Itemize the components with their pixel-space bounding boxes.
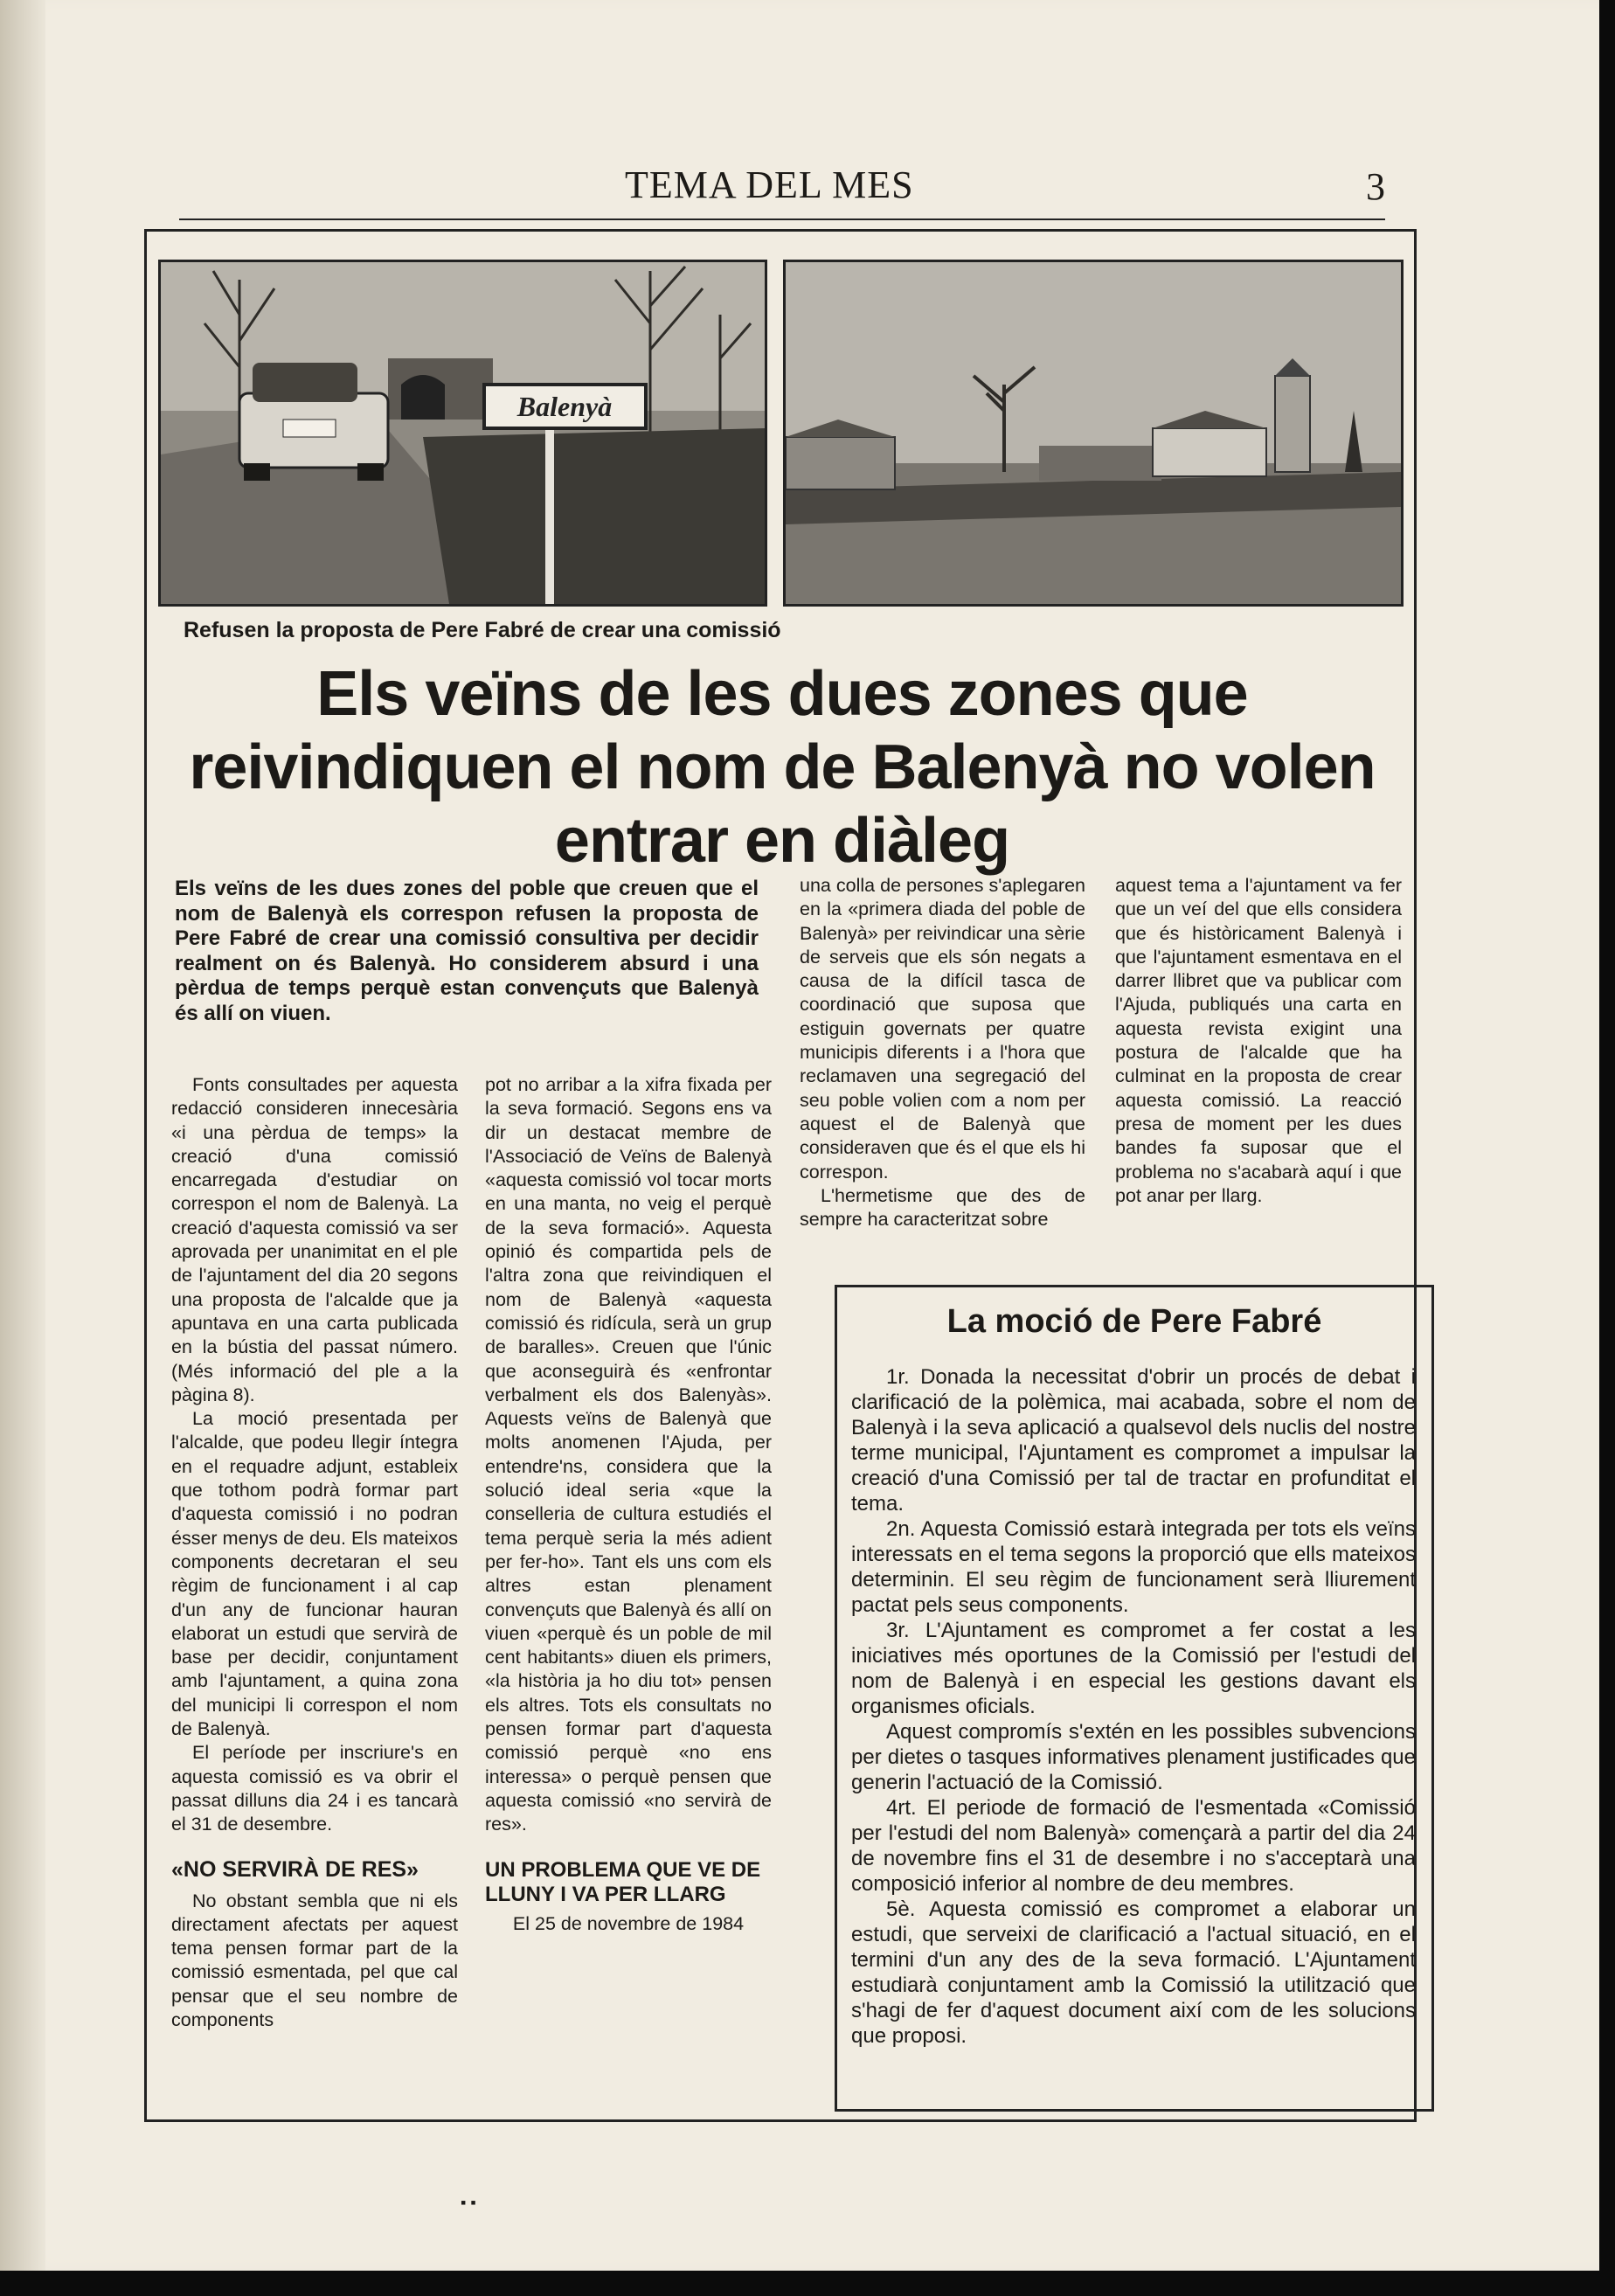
photo-village (783, 260, 1404, 607)
motion-paragraph: 1r. Donada la necessitat d'obrir un procés de debat i clarificació de la polèmica, mai acabada, sobre el nom de Balenyà i la seva aplicació a qualsevol dels nuclis del nostre terme municipal, l'Ajuntament es compromet a impulsar la creació d'una Comissió per tal de tractar en profunditat el tema. (851, 1365, 1416, 1516)
intro-block (175, 877, 759, 1026)
motion-paragraph: Aquest compromís s'extén en les possibles subvencions per dietes o tasques informatives plenament justificades que generin l'actuació de la Comissió. (851, 1720, 1416, 1794)
column-1 (171, 1073, 458, 2032)
paragraph: una colla de persones s'aplegaren en la «primera diada del poble de Balenyà» per reivindicar una sèrie de serveis que els són negats a causa de la difícil tasca de coordinació que suposa que estiguin governats per quatre municipis diferents i a l'hora que reclamaven una segregació del seu poble volien com a nom per aquest el de Balenyà que consideraven que és el que els hi correspon. (800, 875, 1085, 1183)
page-header (179, 157, 1385, 220)
paragraph: L'hermetisme que des de sempre ha caracteritzat sobre (800, 1184, 1085, 1231)
subheading: UN PROBLEMA QUE VE DE LLUNY I VA PER LLARG (485, 1857, 761, 1906)
paragraph: Fonts consultades per aquesta redacció consideren innecesària «i una pèrdua de temps» la creació d'una comissió encarregada d'estudiar on correspon el nom de Balenyà. La creació d'aquesta comissió va ser aprovada per unanimitat en el ple de l'ajuntament del dia 20 segons una proposta de l'alcalde que ja apuntava en una carta publicada en la bústia del passat número. (Més informació del ple a la pàgina 8). (171, 1074, 458, 1405)
subheading: «NO SERVIRÀ DE RES» (171, 1856, 419, 1882)
paragraph: pot no arribar a la xifra fixada per la seva formació. Segons ens va dir un destacat membre de l'Associació de Veïns de Balenyà «aquesta comissió vol tocar morts en una manta, no veig el perquè de la seva formació». Aquesta opinió és compartida pels de l'altra zona que reivindiquen el nom de Balenyà «aquesta comissió és ridícula, serà un grup de baralles». Creuen que l'únic que aconseguirà és «enfrontar verbalment els dos Balenyàs». Aquests veïns de Balenyà que molts anomenen l'Ajuda, per entendre'ns, considera que la solució ideal seria «que la conselleria de cultura estudiés el tema perquè seria la més adient per fer-ho». Tant els uns com els altres estan plenament convençuts que Balenyà és allí on viuen «perquè és un poble de mil cent habitants» diuen els primers, «la història ja ho diu tot» pensen els altres. Tots els consultats no pensen formar part d'aquesta comissió perquè «no ens interessa» o perquè pensen que aquesta comissió «no servirà de res». (485, 1074, 772, 1835)
headline-line: reivindiquen el nom de Balenyà no volen (189, 732, 1376, 802)
headline-line: Els veïns de les dues zones que (316, 659, 1248, 729)
headline-line: entrar en diàleg (554, 806, 1010, 876)
paragraph: La moció presentada per l'alcalde, que podeu llegir íntegra en el requadre adjunt, estableix que tothom podrà formar part d'aquesta comissió i no podran ésser menys de deu. Els mateixos components decretaran el seu règim de funcionament i al cap d'un any de funcionar hauran elaborat un estudi que servirà de base per decidir, conjuntament amb l'ajuntament, a quina zona del municipi li correspon el nom de Balenyà. (171, 1408, 458, 1740)
article-date: El 25 de novembre de 1984 (512, 1912, 745, 1934)
article-intro: Els veïns de les dues zones del poble que creuen que el nom de Balenyà els correspon refusen la proposta de Pere Fabré de crear una comissió consultiva per decidir realment on és Balenyà. Ho considerem absurd i una pèrdua de temps perquè estan convençuts que Balenyà és allí on viuen. (175, 877, 759, 1025)
headline (175, 657, 1390, 877)
photo-road-sign (158, 260, 767, 607)
motion-paragraph: 4rt. El periode de formació de l'esmentada «Comissió per l'estudi del nom Balenyà» començarà a partir del dia 24 de novembre fins el 31 de desembre i no s'acceptarà una composició inferior al nombre de deu membres. (851, 1796, 1416, 1896)
section-title: TEMA DEL MES (625, 163, 914, 206)
motion-box (835, 1285, 1434, 2112)
motion-title: La moció de Pere Fabré (946, 1303, 1322, 1340)
page-number: 3 (1366, 165, 1385, 208)
paragraph: No obstant sembla que ni els directament afectats per aquest tema pensen formar part de la comissió esmentada, pel que cal pensar que el seu nombre de components (171, 1890, 458, 2030)
column-3 (800, 874, 1085, 1231)
kicker: Refusen la proposta de Pere Fabré de crear una comissió (184, 618, 781, 642)
paragraph: El període per inscriure's en aquesta comissió es va obrir el passat dilluns dia 24 i es tancarà el 31 de desembre. (171, 1742, 458, 1835)
print-mark: ▪ ▪ (461, 2194, 476, 2211)
paragraph: aquest tema a l'ajuntament va fer que un veí del que ells considera que és històricament Balenyà i que l'ajuntament esmentava en el darrer llibret que va publicar com l'Ajuda, publiqués una carta en aquesta revista exigint una postura de l'alcalde que ha culminat en la proposta de crear aquesta comissió. La reacció presa de moment per les dues bandes fa suposar que el problema no s'acabarà aquí i que pot anar per llarg. (1115, 875, 1402, 1206)
road-sign-text: Balenyà (516, 391, 613, 422)
motion-paragraph: 2n. Aquesta Comissió estarà integrada per tots els veïns interessats en el tema segons la proporció que ells mateixos determinin. El seu règim de funcionament serà lliurement pactat pels seus components. (851, 1517, 1416, 1617)
motion-paragraph: 5è. Aquesta comissió es compromet a elaborar un estudi, que serveixi de clarificació a l'actual situació, en el termini d'un any des de la seva formació. L'Ajuntament estudiarà conjuntament amb la Comissió la utilització que s'hagi de fer d'aquest document així com de les solucions que proposi. (851, 1897, 1416, 2048)
motion-paragraph: 3r. L'Ajuntament es compromet a fer costat a les iniciatives més oportunes de la Comissió per l'estudi del nom de Balenyà i en especial les gestions davant els organismes oficials. (851, 1619, 1416, 1718)
column-2 (485, 1073, 772, 1936)
column-4 (1115, 874, 1402, 1208)
page-spine (0, 0, 45, 2271)
motion-body (851, 1364, 1416, 2049)
